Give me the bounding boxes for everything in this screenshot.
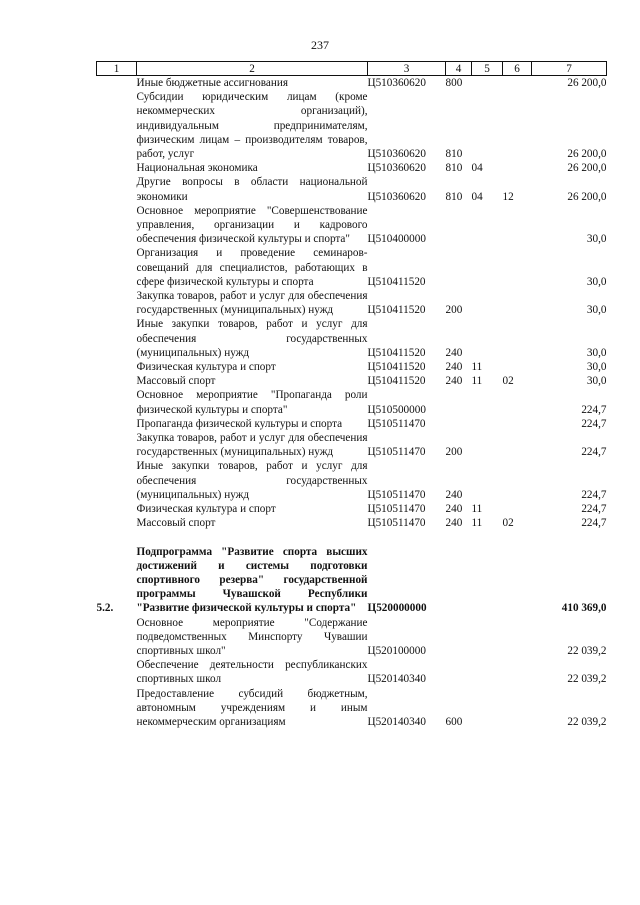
row-name: Закупка товаров, работ и услуг для обеспечения государственных (муниципальных) нужд [136, 290, 368, 317]
row-section [472, 317, 503, 360]
row-subsection [503, 545, 532, 616]
row-subsection [503, 658, 532, 686]
row-subsection [503, 388, 532, 416]
row-target-code: Ц510411520 [367, 375, 426, 388]
row-section [472, 76, 503, 91]
row-target-code: Ц510411520 [367, 304, 426, 317]
table-row [97, 459, 607, 502]
row-amount: 30,0 [586, 233, 607, 246]
table-row [97, 516, 607, 530]
row-amount: 30,0 [586, 304, 607, 317]
row-target-code: Ц510400000 [367, 233, 426, 246]
table-row [97, 616, 607, 659]
row-section [472, 616, 503, 659]
row-number [97, 76, 137, 91]
row-target-code: Ц510511470 [367, 417, 426, 430]
row-name: Другие вопросы в области национальной экономики [136, 176, 368, 203]
row-target-code: Ц510411520 [367, 275, 426, 288]
row-expense-type: 800 [445, 77, 463, 89]
row-expense-type [446, 388, 472, 416]
row-section: 11 [471, 517, 483, 530]
row-amount: 26 200,0 [567, 162, 607, 175]
row-name: Иные бюджетные ассигнования [136, 77, 288, 89]
row-name: Массовый спорт [136, 375, 216, 388]
row-section [472, 388, 503, 416]
row-expense-type: 810 [445, 162, 463, 175]
row-section [472, 687, 503, 730]
row-number [97, 90, 137, 161]
row-number [97, 175, 137, 203]
row-amount: 224,7 [581, 488, 607, 501]
row-amount: 26 200,0 [567, 148, 607, 161]
row-name: Организация и проведение семинаров-совещаний для специалистов, работающих в сфере физической культуры и спорта [136, 247, 368, 288]
row-section: 11 [471, 503, 483, 516]
row-expense-type [446, 545, 472, 616]
row-number [97, 502, 137, 516]
row-number [97, 289, 137, 317]
row-name: Закупка товаров, работ и услуг для обеспечения государственных (муниципальных) нужд [136, 432, 368, 459]
table-body [97, 76, 607, 730]
row-name: Пропаганда физической культуры и спорта [136, 417, 343, 430]
row-expense-type: 240 [445, 375, 463, 388]
budget-table [96, 61, 607, 729]
row-target-code: Ц520100000 [367, 644, 426, 657]
row-amount: 22 039,2 [567, 715, 607, 728]
row-amount: 30,0 [586, 346, 607, 359]
row-expense-type: 240 [445, 346, 463, 359]
row-target-code: Ц510411520 [367, 346, 426, 359]
row-name: Обеспечение деятельности республиканских спортивных школ [136, 659, 368, 686]
row-name: Иные закупки товаров, работ и услуг для обеспечения государственных (муниципальных) нужд [136, 318, 368, 359]
row-expense-type [446, 204, 472, 247]
row-expense-type: 810 [445, 190, 463, 203]
row-name: Массовый спорт [136, 517, 216, 530]
table-row [97, 76, 607, 91]
row-target-code: Ц510511470 [367, 446, 426, 459]
row-subsection [503, 502, 532, 516]
row-expense-type: 200 [445, 446, 463, 459]
row-amount: 224,7 [581, 446, 607, 459]
row-target-code: Ц510511470 [367, 488, 426, 501]
row-name: Основное мероприятие "Пропаганда роли физической культуры и спорта" [136, 389, 368, 416]
row-section [472, 545, 503, 616]
row-number [97, 687, 137, 730]
row-amount: 224,7 [581, 503, 607, 516]
row-spacer [97, 531, 607, 545]
row-subsection [503, 90, 532, 161]
row-amount: 30,0 [586, 275, 607, 288]
column-header-4: 4 [446, 62, 472, 76]
row-section [472, 90, 503, 161]
column-header-3: 3 [368, 62, 446, 76]
row-name: Подпрограмма "Развитие спорта высших достижений и системы подготовки спортивного резерва" государственной программы Чувашской Республики "Развитие физической культуры и спорта" [136, 545, 368, 615]
row-section: 11 [471, 361, 483, 374]
row-amount: 224,7 [581, 417, 607, 430]
row-number [97, 388, 137, 416]
row-expense-type [446, 658, 472, 686]
row-number [97, 360, 137, 374]
row-expense-type: 240 [445, 361, 463, 374]
row-number [97, 374, 137, 388]
row-number [97, 246, 137, 289]
row-subsection [503, 317, 532, 360]
row-section: 04 [471, 190, 483, 203]
row-name: Иные закупки товаров, работ и услуг для обеспечения государственных (муниципальных) нужд [136, 460, 368, 501]
row-expense-type: 600 [445, 715, 463, 728]
row-name: Национальная экономика [136, 162, 258, 175]
row-number [97, 658, 137, 686]
table-row [97, 204, 607, 247]
row-amount: 410 369,0 [561, 602, 607, 615]
row-expense-type [446, 616, 472, 659]
table-row [97, 388, 607, 416]
column-header-6: 6 [503, 62, 532, 76]
row-number [97, 161, 137, 175]
table-row [97, 374, 607, 388]
page-number: 237 [311, 38, 329, 52]
table-row [97, 502, 607, 516]
row-subsection [503, 204, 532, 247]
table-row [97, 658, 607, 686]
row-section [472, 204, 503, 247]
row-name: Основное мероприятие "Совершенствование управления, организации и кадрового обеспечения физической культуры и спорта" [136, 204, 368, 246]
row-amount: 30,0 [586, 361, 607, 374]
table-row [97, 317, 607, 360]
row-subsection [503, 459, 532, 502]
row-section [472, 431, 503, 459]
table-row [97, 246, 607, 289]
column-header-1: 1 [97, 62, 137, 76]
row-subsection: 02 [502, 375, 514, 388]
row-number [97, 204, 137, 247]
row-section [472, 658, 503, 686]
column-header-2: 2 [137, 62, 368, 76]
row-section [472, 417, 503, 431]
row-subsection: 12 [502, 190, 514, 203]
row-target-code: Ц520140340 [367, 673, 426, 686]
row-subsection [503, 76, 532, 91]
table-row [97, 431, 607, 459]
row-expense-type: 240 [445, 517, 463, 530]
row-expense-type: 240 [445, 488, 463, 501]
row-subsection [503, 417, 532, 431]
row-expense-type: 240 [445, 503, 463, 516]
column-header-7: 7 [532, 62, 607, 76]
row-subsection [503, 616, 532, 659]
row-target-code: Ц510511470 [367, 503, 426, 516]
row-name: Субсидии юридическим лицам (кроме некоммерческих организаций), индивидуальным предпринимателям, физическим лицам – производителям товаров, работ, услуг [136, 91, 368, 161]
row-subsection [503, 431, 532, 459]
row-amount: 26 200,0 [567, 190, 607, 203]
row-subsection [503, 161, 532, 175]
table-row [97, 175, 607, 203]
row-target-code: Ц510360620 [367, 162, 426, 175]
row-target-code: Ц510411520 [367, 361, 426, 374]
row-number: 5.2. [96, 602, 114, 615]
row-expense-type: 200 [445, 304, 463, 317]
row-expense-type: 810 [445, 148, 463, 161]
row-amount: 224,7 [581, 517, 607, 530]
row-name: Физическая культура и спорт [136, 503, 276, 516]
row-target-code: Ц510360620 [367, 148, 426, 161]
row-target-code: Ц510360620 [367, 77, 426, 89]
row-amount: 22 039,2 [567, 673, 607, 686]
row-number [97, 317, 137, 360]
row-section: 11 [471, 375, 483, 388]
row-number [97, 459, 137, 502]
row-subsection [503, 289, 532, 317]
row-number [97, 616, 137, 659]
row-name: Предоставление субсидий бюджетным, автономным учреждениям и иным некоммерческим организациям [136, 687, 368, 728]
row-subsection [503, 360, 532, 374]
column-header-row [97, 62, 607, 76]
row-amount: 26 200,0 [567, 77, 607, 89]
table-row [97, 417, 607, 431]
row-target-code: Ц520000000 [367, 602, 427, 615]
row-subsection [503, 687, 532, 730]
row-target-code: Ц510500000 [367, 403, 426, 416]
row-section [472, 246, 503, 289]
row-subsection: 02 [502, 517, 514, 530]
table-row [97, 161, 607, 175]
table-row [97, 360, 607, 374]
row-target-code: Ц510511470 [367, 517, 426, 530]
row-expense-type [446, 417, 472, 431]
table-row [97, 90, 607, 161]
row-subsection [503, 246, 532, 289]
row-amount: 22 039,2 [567, 644, 607, 657]
row-target-code: Ц520140340 [367, 715, 426, 728]
row-name: Физическая культура и спорт [136, 361, 276, 374]
column-header-5: 5 [472, 62, 503, 76]
row-name: Основное мероприятие "Содержание подведомственных Минспорту Чувашии спортивных школ" [136, 616, 368, 657]
row-spacer-cell [97, 531, 607, 545]
row-number [97, 417, 137, 431]
row-section [472, 289, 503, 317]
row-number [97, 431, 137, 459]
row-number [97, 516, 137, 530]
row-amount: 30,0 [586, 375, 607, 388]
row-expense-type [446, 246, 472, 289]
table-row [97, 289, 607, 317]
table-row [97, 545, 607, 616]
table-row [97, 687, 607, 730]
row-section [472, 459, 503, 502]
row-amount: 224,7 [581, 403, 607, 416]
row-section: 04 [471, 162, 483, 175]
row-target-code: Ц510360620 [367, 190, 426, 203]
